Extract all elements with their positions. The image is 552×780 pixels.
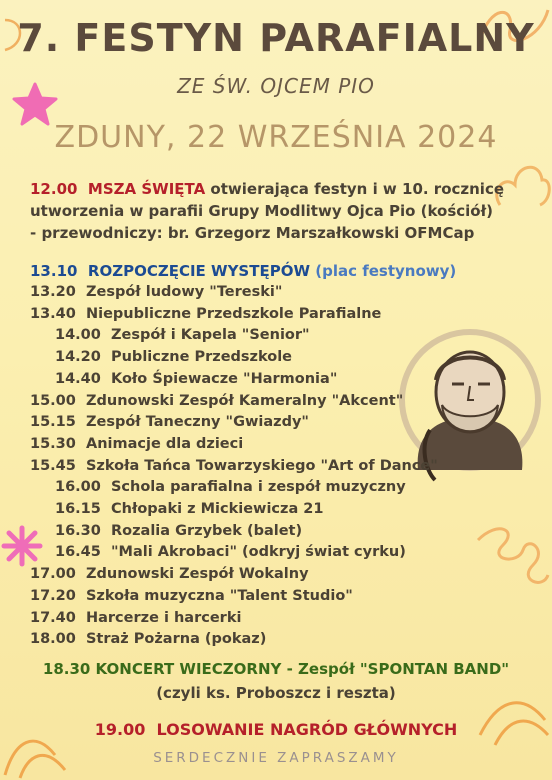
schedule-row [30,284,282,300]
schedule-time: 15.30 [30,435,76,452]
schedule-time: 16.45 [55,544,101,561]
opening-row [30,262,456,280]
mass-name: MSZA ŚWIĘTA [87,180,206,198]
opening-place: (plac festynowy) [315,262,457,280]
schedule-event: Zespół i Kapela "Senior" [110,327,310,344]
mass-paragraph [30,178,535,244]
schedule-time: 14.00 [55,327,101,344]
schedule-time: 13.20 [30,284,76,300]
schedule-row [55,501,323,517]
schedule-row [55,544,406,560]
schedule-row [55,523,302,539]
opening-name: ROZPOCZĘCIE WYSTĘPÓW [87,262,310,280]
pink-asterisk-icon [0,524,44,568]
schedule-time: 13.40 [30,305,76,322]
schedule-event: Niepubliczne Przedszkole Parafialne [85,305,382,322]
concert-note: (czyli ks. Proboszcz i reszta) [156,684,396,702]
schedule-event: Chłopaki z Mickiewicza 21 [110,501,324,517]
schedule-row [55,349,292,365]
schedule-time: 18.00 [30,631,76,648]
orange-spring-doodle [468,520,552,610]
schedule-time: 15.00 [30,392,76,409]
mass-time: 12.00 [30,180,78,198]
lottery-line [0,720,552,739]
schedule-time: 16.30 [55,522,101,539]
schedule-event: Straż Pożarna (pokaz) [85,631,267,648]
schedule-row [55,371,337,387]
schedule-time: 16.00 [55,479,101,496]
schedule-event: Zdunowski Zespół Kameralny "Akcent" [85,392,404,409]
poster-title: 7. FESTYN PARAFIALNY [17,16,535,60]
schedule-event: Szkoła muzyczna "Talent Studio" [85,587,353,604]
schedule-event: Zespół ludowy "Tereski" [85,284,283,300]
schedule-row [30,306,381,322]
schedule-row [30,610,241,626]
schedule-time: 17.00 [30,566,76,583]
lottery-time: 19.00 [94,720,146,739]
schedule-time: 14.40 [55,370,101,387]
footer-invitation: SERDECZNIE ZAPRASZAMY [153,750,399,766]
poster-subtitle: ZE ŚW. OJCEM PIO [177,74,375,98]
mass-text-line2: utworzenia w parafii Grupy Modlitwy Ojca Pio (kościół) [30,202,494,220]
schedule-event: "Mali Akrobaci" (odkryj świat cyrku) [110,544,406,561]
schedule-time: 14.20 [55,349,101,366]
schedule-time: 15.45 [30,457,76,474]
schedule-time: 15.15 [30,414,76,431]
schedule-row [30,414,309,430]
schedule-row [30,436,243,452]
schedule-row [30,566,309,582]
schedule-event: Schola parafialna i zespół muzyczny [110,479,406,496]
schedule-row [30,393,403,409]
schedule-event: Publiczne Przedszkole [110,349,293,366]
mass-text-line3: - przewodniczy: br. Grzegorz Marszałkowski OFMCap [30,224,475,242]
schedule-row [30,631,266,647]
schedule-time: 17.40 [30,609,76,626]
schedule-event: Koło Śpiewacze "Harmonia" [110,370,338,387]
schedule-event: Harcerze i harcerki [85,609,242,626]
schedule-row [55,479,406,495]
schedule-event: Rozalia Grzybek (balet) [110,522,303,539]
schedule-row [55,327,310,343]
schedule-event: Zdunowski Zespół Wokalny [85,566,309,583]
opening-time: 13.10 [30,262,78,280]
schedule-event: Szkoła Tańca Towarzyskiego "Art of Dance" [85,457,438,474]
orange-scribble-bottom-left [0,700,70,780]
schedule-row [30,458,438,474]
lottery-name: LOSOWANIE NAGRÓD GŁÓWNYCH [156,720,458,739]
schedule-row [30,588,353,604]
schedule-event: Zespół Taneczny "Gwiazdy" [85,414,309,431]
mass-text-line1: otwierająca festyn i w 10. rocznicę [205,180,505,198]
schedule-time: 16.15 [55,501,101,517]
concert-line: 18.30 KONCERT WIECZORNY - Zespół "SPONTAN BAND" [42,660,510,678]
event-date: ZDUNY, 22 WRZEŚNIA 2024 [54,120,498,155]
schedule-event: Animacje dla dzieci [85,435,244,452]
schedule-time: 17.20 [30,587,76,604]
